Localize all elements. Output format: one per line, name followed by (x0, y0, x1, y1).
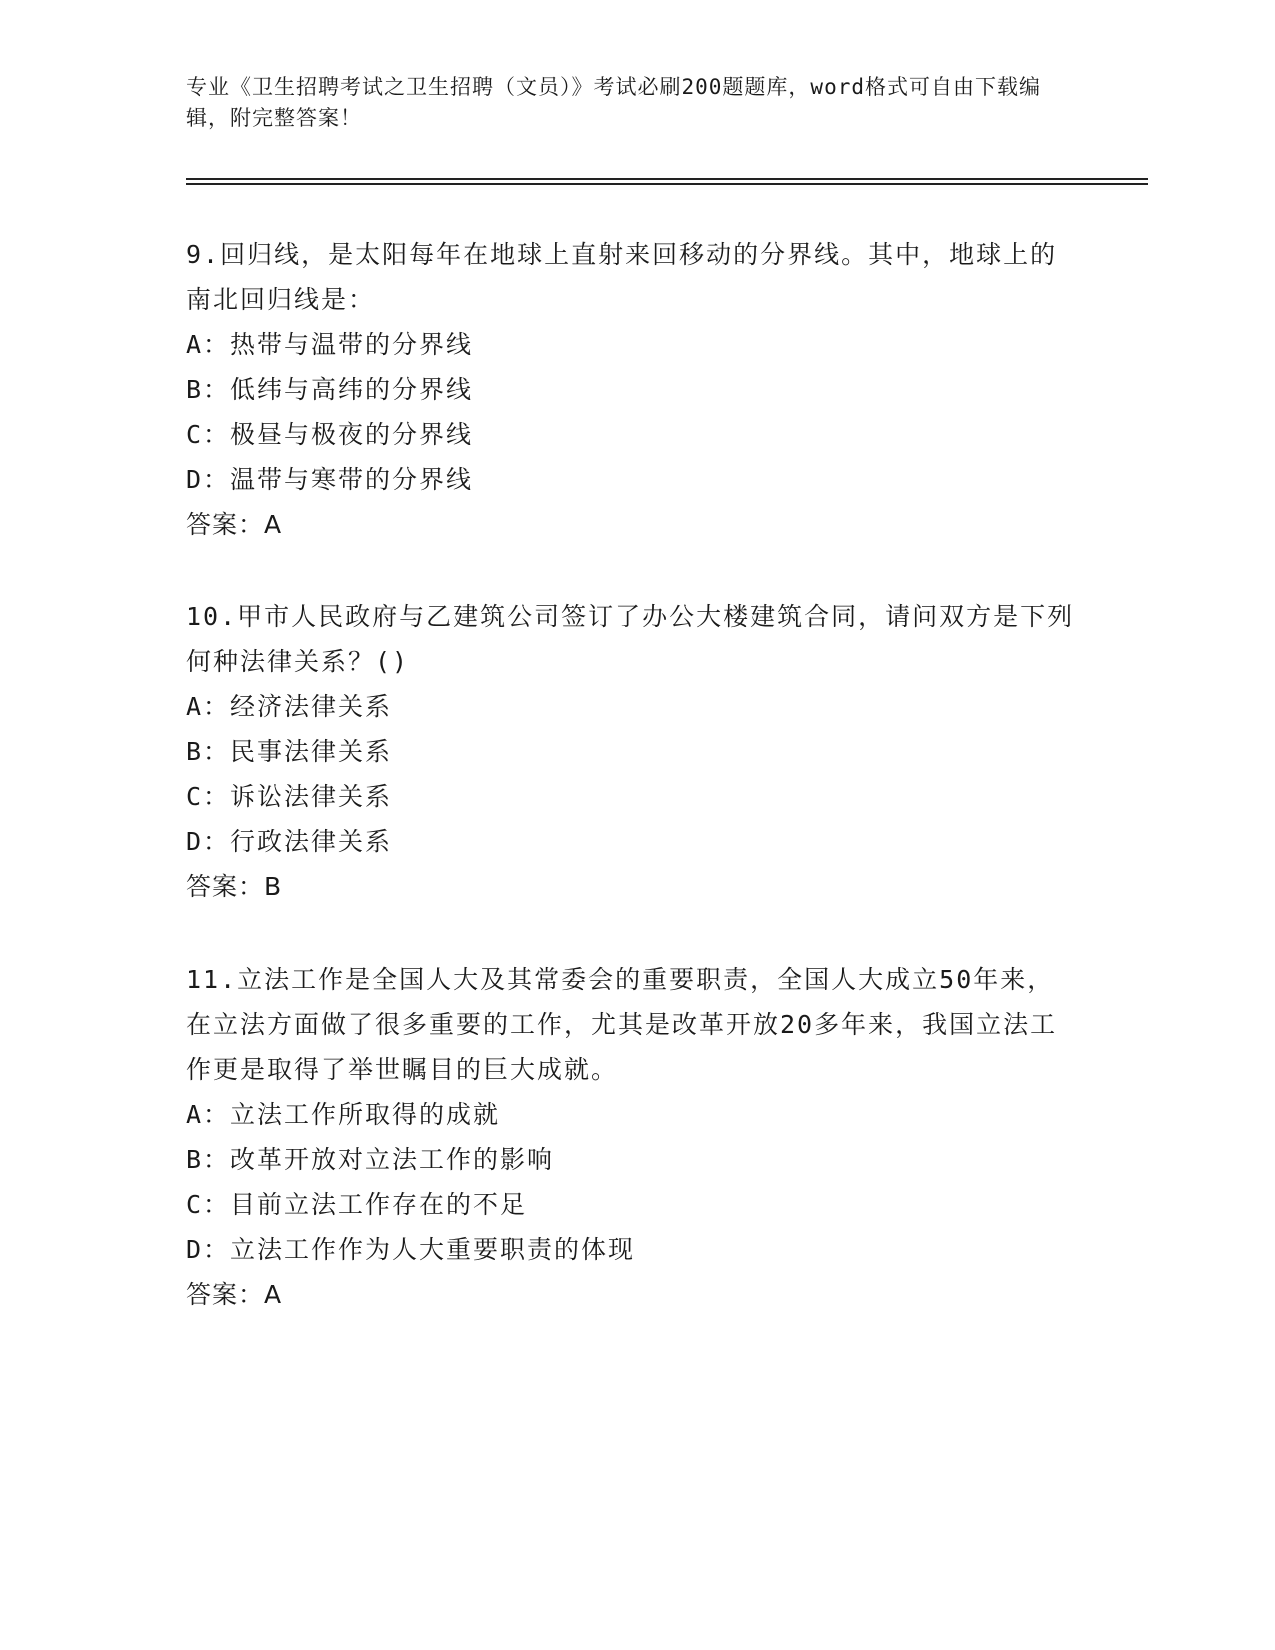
option-c: C：目前立法工作存在的不足 (186, 1190, 528, 1219)
header-divider-bottom (186, 183, 1148, 185)
option-b: B：民事法律关系 (186, 737, 393, 766)
option-a: A：立法工作所取得的成就 (186, 1100, 501, 1129)
option-d: D：温带与寒带的分界线 (186, 465, 474, 494)
option-b: B：低纬与高纬的分界线 (186, 375, 474, 404)
question-10 (186, 594, 1076, 909)
document-header: 专业《卫生招聘考试之卫生招聘（文员）》考试必刷200题题库，word格式可自由下载编辑，附完整答案！ (186, 75, 1041, 130)
question-stem: 9.回归线，是太阳每年在地球上直射来回移动的分界线。其中，地球上的南北回归线是： (186, 240, 1058, 314)
answer: 答案：A (186, 1280, 283, 1309)
option-b: B：改革开放对立法工作的影响 (186, 1145, 555, 1174)
question-stem: 10.甲市人民政府与乙建筑公司签订了办公大楼建筑合同，请问双方是下列何种法律关系？() (186, 602, 1075, 676)
question-9 (186, 232, 1076, 547)
option-c: C：极昼与极夜的分界线 (186, 420, 474, 449)
question-11 (186, 957, 1076, 1317)
answer: 答案：A (186, 510, 283, 539)
option-d: D：行政法律关系 (186, 827, 393, 856)
option-d: D：立法工作作为人大重要职责的体现 (186, 1235, 636, 1264)
header-divider-top (186, 178, 1148, 180)
option-a: A：经济法律关系 (186, 692, 393, 721)
answer: 答案：B (186, 872, 283, 901)
question-stem: 11.立法工作是全国人大及其常委会的重要职责，全国人大成立50年来，在立法方面做了很多重要的工作，尤其是改革开放20多年来，我国立法工作更是取得了举世瞩目的巨大成就。 (186, 965, 1058, 1084)
option-a: A：热带与温带的分界线 (186, 330, 474, 359)
option-c: C：诉讼法律关系 (186, 782, 393, 811)
